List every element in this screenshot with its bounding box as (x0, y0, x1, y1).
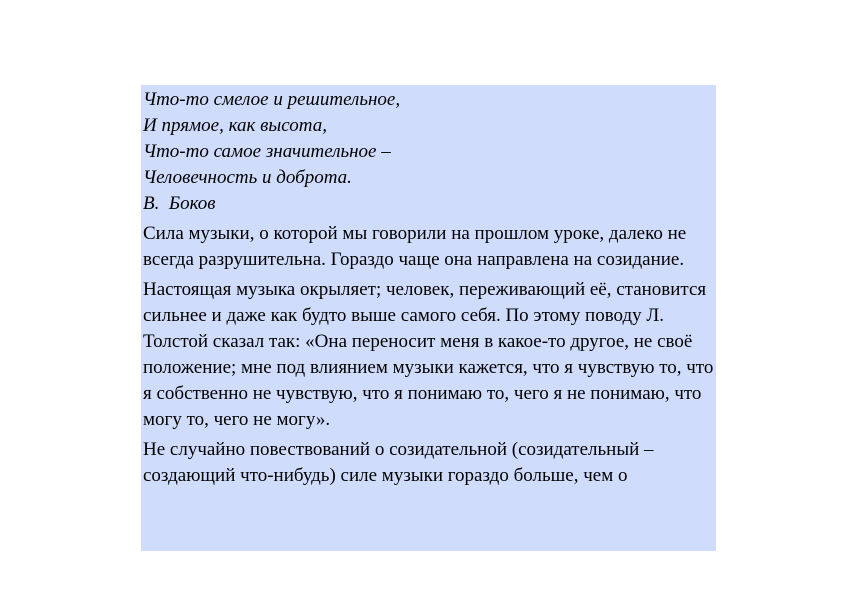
poem-line-4: Человечность и доброта. (143, 167, 352, 188)
paragraph-3: Не случайно повествований о созидательной (созидательный – создающий что-нибудь) силе музыки гораздо больше, чем о (143, 439, 654, 486)
highlighted-text-block (141, 85, 716, 551)
paragraph-2: Настоящая музыка окрыляет; человек, переживающий её, становится сильнее и даже как будто выше самого себя. По этому поводу Л. Толстой сказал так: «Она переносит меня в какое-то другое, не своё положение; мне под влиянием музыки кажется, что я чувствую то, что я собственно не чувствую, что я понимаю то, чего я не понимаю, что могу то, чего не могу». (143, 279, 714, 430)
poem-line-1: Что-то смелое и решительное, (143, 89, 401, 110)
poem-line-2: И прямое, как высота, (143, 115, 327, 136)
epigraph-author: В. Боков (143, 193, 216, 214)
epigraph (143, 87, 716, 217)
poem-line-3: Что-то самое значительное – (143, 141, 391, 162)
paragraph-1: Сила музыки, о которой мы говорили на прошлом уроке, далеко не всегда разрушительна. Гораздо чаще она направлена на созидание. (143, 223, 687, 270)
